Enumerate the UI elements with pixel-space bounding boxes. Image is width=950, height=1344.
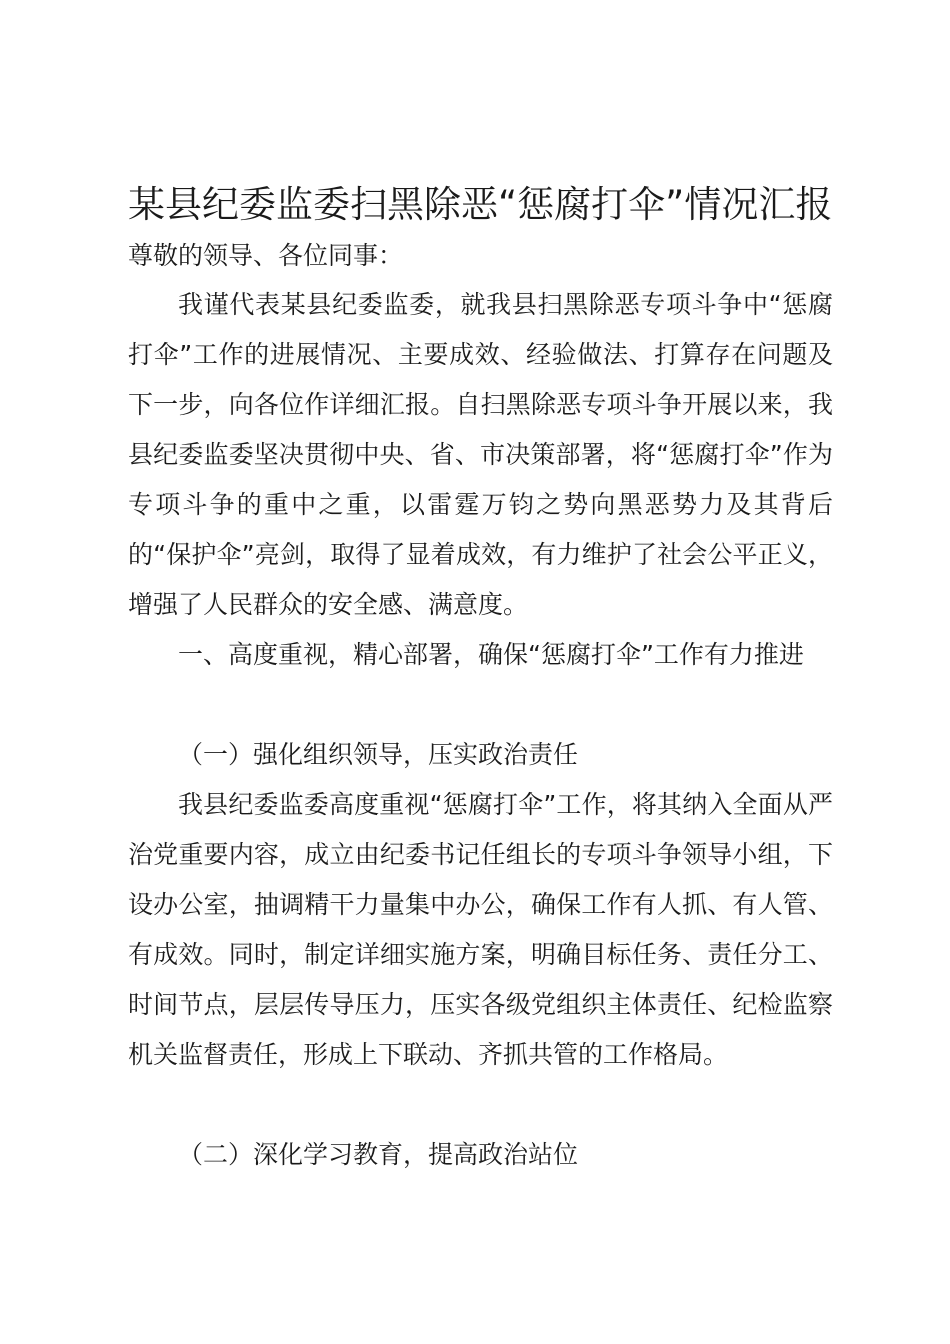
- subsection-heading-1: （一）强化组织领导，压实政治责任: [178, 740, 579, 769]
- salutation: 尊敬的领导、各位同事：: [128, 241, 404, 270]
- subsection-1-paragraph: 我县纪委监委高度重视“惩腐打伞”工作，将其纳入全面从严治党重要内容，成立由纪委书记任组长的专项斗争领导小组，下设办公室，抽调精干力量集中办公，确保工作有人抓、有人管、有成效。同时，制定详细实施方案，明确目标任务、责任分工、时间节点，层层传导压力，压实各级党组织主体责任、纪检监察机关监督责任，形成上下联动、齐抓共管的工作格局。: [128, 790, 833, 1069]
- document-title: 某县纪委监委扫黑除恶“惩腐打伞”情况汇报: [128, 183, 833, 226]
- section-heading-1: 一、高度重视，精心部署，确保“惩腐打伞”工作有力推进: [178, 640, 804, 669]
- subsection-heading-2: （二）深化学习教育，提高政治站位: [178, 1140, 579, 1169]
- intro-paragraph: 我谨代表某县纪委监委，就我县扫黑除恶专项斗争中“惩腐打伞”工作的进展情况、主要成效、经验做法、打算存在问题及下一步，向各位作详细汇报。自扫黑除恶专项斗争开展以来，我县纪委监委坚决贯彻中央、省、市决策部署，将“惩腐打伞”作为专项斗争的重中之重，以雷霆万钧之势向黑恶势力及其背后的“保护伞”亮剑，取得了显着成效，有力维护了社会公平正义，增强了人民群众的安全感、满意度。: [128, 290, 833, 619]
